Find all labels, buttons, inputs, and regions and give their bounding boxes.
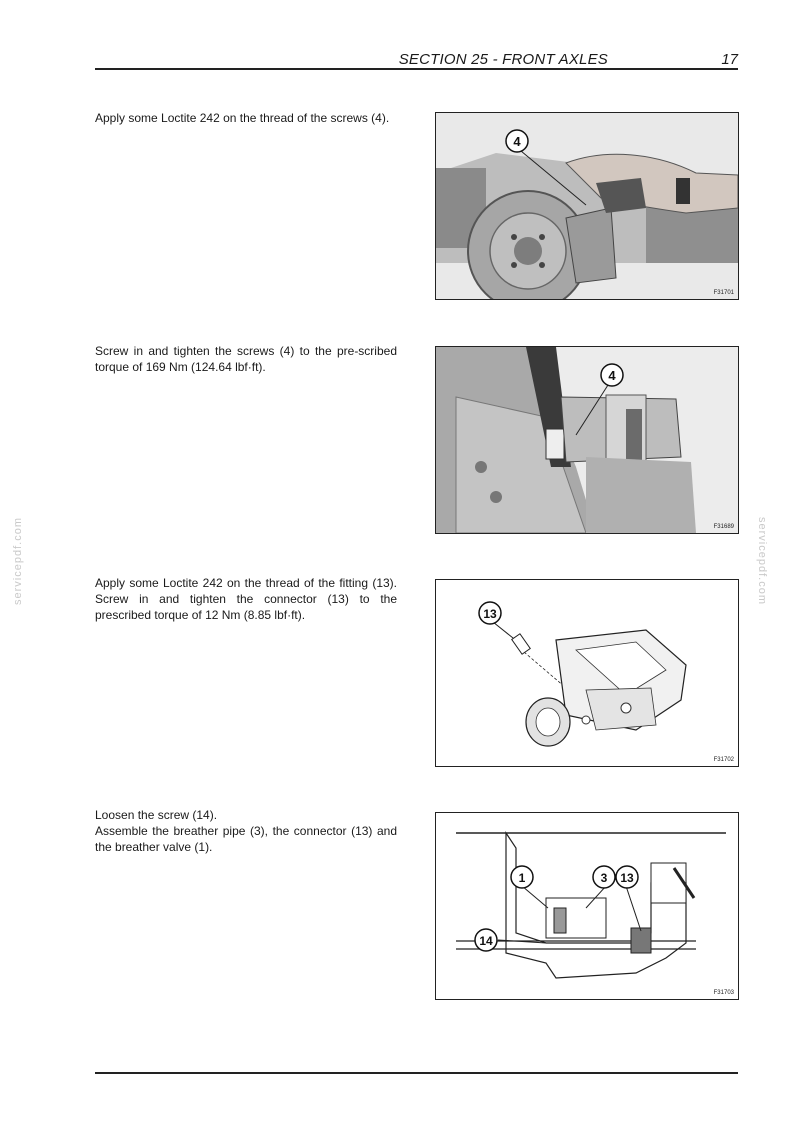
figure-2 — [435, 346, 739, 534]
callout-1: 1 — [518, 871, 526, 885]
step-2-line-1: Screw in and tighten the screws (4) to the pre-scribed torque of 169 Nm (124.64 lbf·ft). — [95, 344, 397, 374]
figure-code: F31702 — [713, 757, 734, 763]
step-4-line-2: Assemble the breather pipe (3), the connector (13) and the breather valve (1). — [95, 824, 397, 854]
step-4-text — [95, 807, 397, 855]
section-title: SECTION 25 - FRONT AXLES — [398, 51, 608, 68]
page-number: 17 — [721, 51, 738, 68]
callout-4: 4 — [513, 134, 521, 149]
watermark-right: servicepdf.com — [755, 517, 768, 605]
step-1-text — [95, 110, 397, 126]
figure-1 — [435, 112, 739, 300]
step-4-line-1: Loosen the screw (14). — [95, 808, 218, 822]
step-2-text — [95, 343, 397, 375]
step-1-line-1: Apply some Loctite 242 on the thread of the screws (4). — [95, 111, 390, 125]
page-header — [95, 50, 738, 70]
callout-4: 4 — [608, 368, 616, 383]
step-3-text — [95, 575, 397, 623]
callout-3: 3 — [600, 871, 608, 885]
figure-3 — [435, 579, 739, 767]
callout-13: 13 — [620, 871, 634, 885]
footer-rule — [95, 1072, 738, 1074]
callout-13: 13 — [483, 607, 497, 621]
figure-code: F31701 — [713, 290, 734, 296]
brake-disc-photo-1 — [436, 113, 738, 299]
watermark-left: servicepdf.com — [11, 517, 24, 605]
breather-section-drawing-4 — [436, 813, 738, 999]
callout-14: 14 — [479, 934, 493, 948]
step-3-line-1: Apply some Loctite 242 on the thread of the fitting (13). Screw in and tighten the connector (13) to the prescribed torque of 12 Nm (8.85 lbf·ft). — [95, 576, 397, 622]
figure-4 — [435, 812, 739, 1000]
caliper-drawing-3 — [436, 580, 738, 766]
figure-code: F31689 — [713, 524, 734, 530]
figure-code: F31703 — [713, 990, 734, 996]
caliper-photo-2 — [436, 347, 738, 533]
